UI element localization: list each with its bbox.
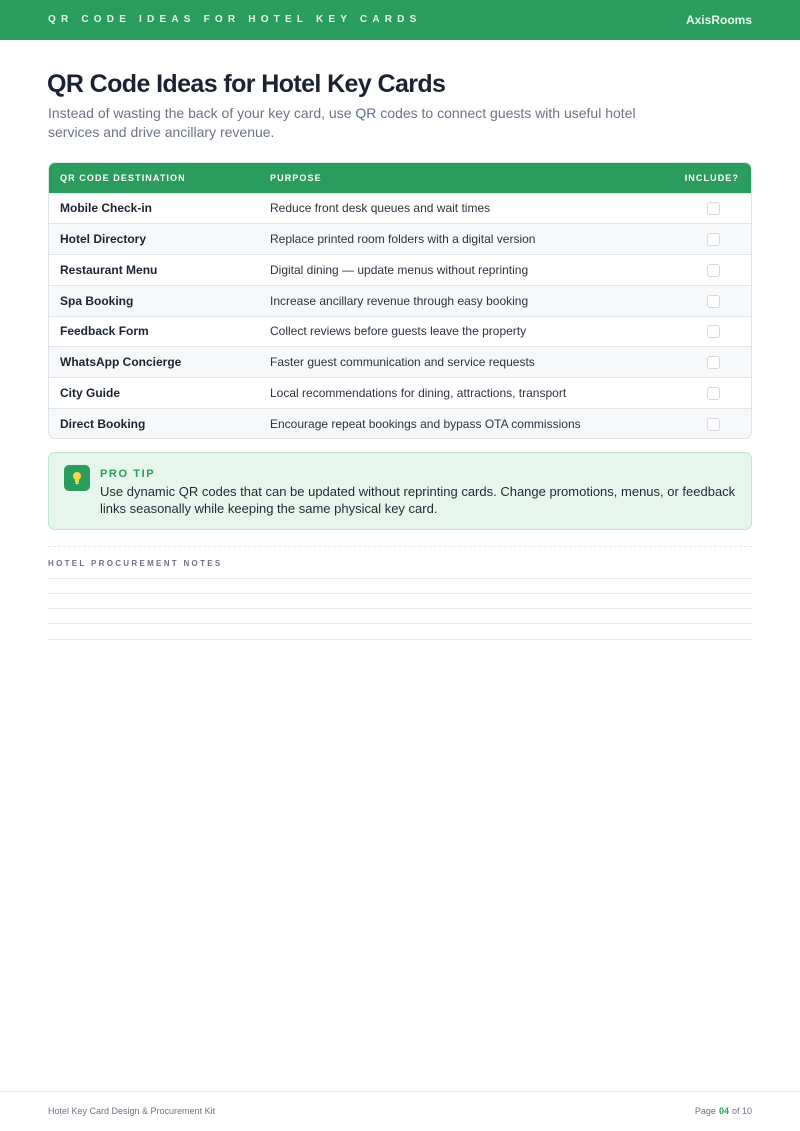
note-line[interactable] [48, 639, 752, 640]
page-separator: of [731, 1106, 740, 1116]
page-indicator [695, 1106, 752, 1116]
header-title: QR CODE IDEAS FOR HOTEL KEY CARDS [48, 14, 422, 25]
include-checkbox[interactable] [707, 264, 720, 277]
lightbulb-icon [64, 465, 90, 491]
destination-cell: Feedback Form [60, 324, 149, 338]
destination-cell: Mobile Check-in [60, 201, 153, 215]
column-header-purpose: PURPOSE [270, 173, 322, 183]
subtitle-text-start: Instead of wasting the back of your key card, use [48, 105, 356, 121]
table-header [49, 163, 752, 193]
column-header-destination: QR CODE DESTINATION [60, 173, 186, 183]
note-line[interactable] [48, 593, 752, 594]
note-line[interactable] [48, 578, 752, 579]
destination-cell: Hotel Directory [60, 232, 147, 246]
page-subtitle [48, 104, 648, 142]
destination-cell: WhatsApp Concierge [60, 355, 182, 369]
table-row [49, 346, 752, 377]
note-line[interactable] [48, 608, 752, 609]
include-checkbox[interactable] [707, 325, 720, 338]
pro-tip-text: Use dynamic QR codes that can be updated without reprinting cards. Change promotions, menus, or feedback links seasonally while keeping the same physical key card. [100, 484, 736, 516]
notes-divider [48, 546, 752, 547]
include-checkbox[interactable] [707, 233, 720, 246]
column-header-include: INCLUDE? [684, 173, 739, 183]
destination-cell: Restaurant Menu [60, 263, 158, 277]
pro-tip-label: PRO TIP [100, 468, 156, 480]
brand-name: AxisRooms [685, 13, 752, 27]
destination-cell: Spa Booking [60, 294, 134, 308]
table-row [49, 193, 752, 223]
footer-divider [0, 1091, 800, 1092]
table-row [49, 316, 752, 346]
table-row [49, 285, 752, 316]
destination-cell: City Guide [60, 386, 121, 400]
page-prefix: Page [694, 1106, 716, 1116]
top-banner [0, 0, 800, 40]
include-checkbox[interactable] [707, 356, 720, 369]
notes-label: HOTEL PROCUREMENT NOTES [48, 559, 223, 568]
footer-document-title: Hotel Key Card Design & Procurement Kit [48, 1106, 216, 1116]
table-row [49, 377, 752, 408]
table-row [49, 223, 752, 254]
include-checkbox[interactable] [707, 295, 720, 308]
purpose-cell: Increase ancillary revenue through easy booking [270, 294, 529, 308]
purpose-cell: Reduce front desk queues and wait times [270, 201, 491, 215]
qr-destinations-table [48, 162, 752, 439]
include-checkbox[interactable] [707, 387, 720, 400]
page-current: 04 [718, 1106, 729, 1116]
pro-tip-callout [48, 452, 752, 530]
destination-cell: Direct Booking [60, 417, 146, 431]
purpose-cell: Digital dining — update menus without reprinting [270, 263, 529, 277]
include-checkbox[interactable] [707, 202, 720, 215]
subtitle-text-end: codes to connect guests with useful hotel services and drive ancillary revenue. [48, 105, 636, 140]
purpose-cell: Encourage repeat bookings and bypass OTA commissions [270, 417, 581, 431]
page-title: QR Code Ideas for Hotel Key Cards [47, 70, 446, 98]
purpose-cell: Local recommendations for dining, attractions, transport [270, 386, 567, 400]
table-row [49, 254, 752, 285]
table-row [49, 408, 752, 439]
purpose-cell: Faster guest communication and service requests [270, 355, 535, 369]
purpose-cell: Collect reviews before guests leave the property [270, 324, 527, 338]
subtitle-highlight: QR [355, 105, 377, 121]
include-checkbox[interactable] [707, 418, 720, 431]
note-line[interactable] [48, 623, 752, 624]
page-total: 10 [741, 1106, 752, 1116]
purpose-cell: Replace printed room folders with a digital version [270, 232, 536, 246]
